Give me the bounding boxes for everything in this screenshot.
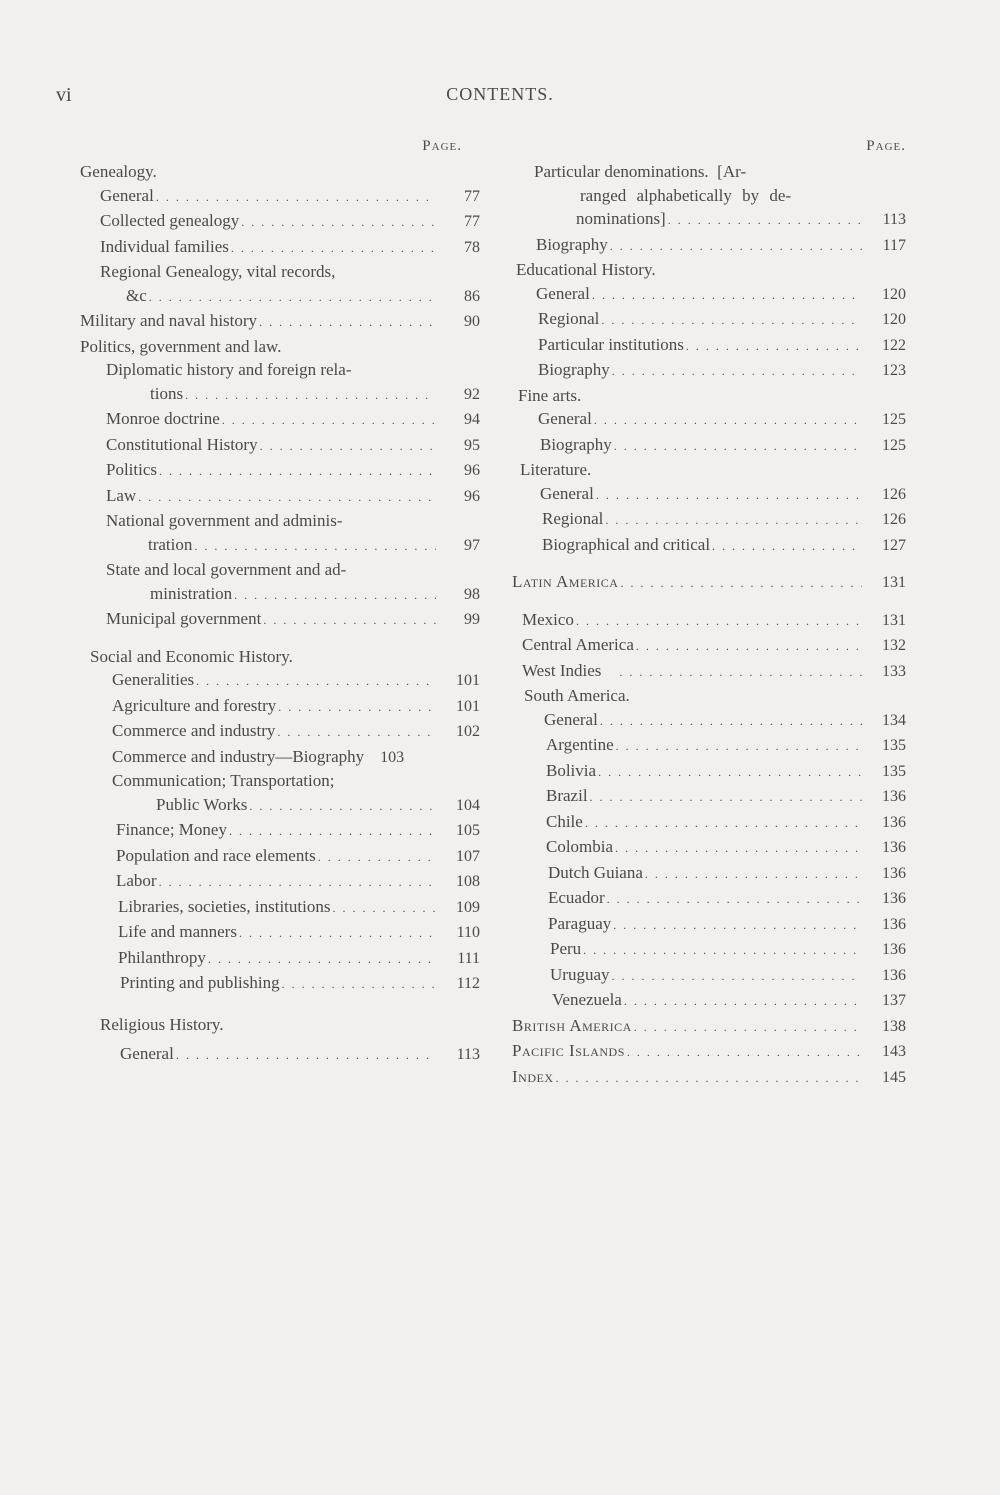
entry-label: Labor — [116, 871, 157, 890]
toc-entry — [80, 433, 480, 459]
toc-entry — [512, 861, 906, 887]
entry-label: Paraguay — [548, 913, 612, 933]
dot-leader — [259, 311, 436, 335]
dot-leader — [282, 973, 436, 997]
entry-label: Monroe doctrine — [106, 409, 220, 428]
dot-leader — [231, 237, 436, 261]
dot-leader — [612, 360, 862, 384]
entry-label: Military and naval history — [80, 311, 258, 330]
dot-leader — [263, 609, 436, 633]
entry-page: 131 — [882, 611, 906, 629]
dot-leader — [159, 460, 436, 484]
entry-label: General — [100, 185, 154, 205]
entry-page: 135 — [882, 737, 906, 754]
dot-leader — [605, 509, 862, 533]
entry-label: Municipal government — [106, 609, 262, 628]
page-column-label: Page. — [866, 138, 906, 154]
entry-page: 99 — [464, 611, 480, 628]
dot-leader — [176, 1044, 436, 1068]
section-heading: Fine arts. — [518, 385, 582, 405]
toc-entry — [512, 912, 906, 938]
entry-page: 125 — [882, 411, 906, 428]
entry-page: 113 — [882, 211, 906, 228]
toc-entry — [80, 582, 480, 608]
entry-page: 126 — [882, 511, 906, 528]
right-column — [512, 132, 906, 1090]
dot-leader — [585, 812, 862, 836]
entry-page: 96 — [464, 462, 480, 479]
entry-page: 86 — [464, 287, 480, 305]
toc-entry — [512, 937, 906, 963]
entry-page: 136 — [882, 839, 906, 856]
entry-page: 101 — [456, 672, 480, 689]
section-heading: Social and Economic History. — [90, 646, 293, 666]
entry-label: Commerce and industry — [112, 721, 276, 740]
entry-page: 127 — [882, 536, 906, 554]
entry-label: Politics — [106, 460, 158, 479]
toc-entry — [80, 920, 480, 946]
toc-entry — [512, 233, 906, 259]
entry-label: Generalities — [112, 670, 195, 689]
entry-page: 145 — [882, 1068, 906, 1086]
toc-entry — [512, 608, 906, 634]
entry-label: Index — [512, 1066, 554, 1086]
toc-entry — [512, 533, 906, 559]
toc-entry — [80, 694, 480, 720]
toc-entry — [80, 793, 480, 819]
entry-label: Philanthropy — [118, 947, 206, 967]
entry-label: Biography — [538, 360, 610, 379]
toc-entry — [512, 1039, 906, 1065]
page-number: vi — [56, 84, 72, 106]
entry-page: 101 — [456, 697, 480, 715]
toc-entry — [80, 971, 480, 997]
dot-leader — [277, 721, 436, 745]
section-heading: South America. — [524, 686, 630, 705]
toc-entry — [512, 810, 906, 836]
toc-entry — [512, 733, 906, 759]
toc-entry — [512, 282, 906, 308]
entry-label: General — [536, 283, 590, 303]
toc-entry — [80, 407, 480, 433]
entry-page: 136 — [882, 941, 906, 958]
running-head: CONTENTS. — [446, 84, 554, 104]
toc-entry — [80, 309, 480, 335]
dot-leader — [619, 661, 862, 685]
entry-page: 95 — [464, 436, 480, 454]
entry-label: Law — [106, 485, 137, 505]
entry-label: Biography — [540, 434, 612, 454]
entry-label: &c — [126, 285, 147, 305]
dot-leader — [241, 211, 436, 235]
entry-page: 136 — [882, 788, 906, 805]
entry-label: Uruguay — [550, 964, 610, 984]
toc-entry — [512, 1065, 906, 1091]
entry-label: Pacific Islands — [512, 1041, 625, 1060]
entry-label: British America — [512, 1015, 632, 1035]
entry-label: Life and manners — [118, 922, 237, 941]
dot-leader — [222, 409, 436, 433]
dot-leader — [620, 572, 862, 596]
entry-page: 77 — [464, 213, 480, 230]
toc-entry — [512, 708, 906, 734]
entry-label: Peru — [550, 939, 582, 958]
entry-page: 143 — [882, 1043, 906, 1060]
entry-label: Venezuela — [552, 990, 622, 1009]
entry-page: 137 — [882, 992, 906, 1009]
dot-leader — [627, 1041, 862, 1065]
entry-label: General — [540, 483, 594, 503]
toc-entry — [512, 1014, 906, 1040]
dot-leader — [208, 948, 436, 972]
entry-label: Constitutional History — [106, 434, 258, 454]
entry-page: 135 — [882, 762, 906, 780]
dot-leader — [556, 1067, 863, 1091]
dot-leader — [613, 914, 862, 938]
toc-entry — [512, 307, 906, 333]
toc-entry — [80, 869, 480, 895]
entry-label-line: Communication; Transportation; — [112, 771, 335, 790]
toc-entry — [80, 533, 480, 559]
entry-label-line: Particular denominations. [Ar- — [534, 162, 747, 181]
entry-page: 125 — [882, 436, 906, 454]
toc-entry — [80, 818, 480, 844]
entry-label: Regional — [538, 309, 600, 328]
entry-page: 120 — [882, 311, 906, 328]
dot-leader — [596, 484, 862, 508]
toc-entry — [512, 784, 906, 810]
section-heading: Genealogy. — [80, 162, 157, 181]
toc-entry — [80, 382, 480, 408]
toc-entry — [80, 458, 480, 484]
toc-entry — [512, 433, 906, 459]
entry-page: 78 — [464, 238, 480, 256]
entry-label: Biographical and critical — [542, 534, 711, 554]
dot-leader — [196, 670, 436, 694]
toc-entry — [80, 895, 480, 921]
entry-label: Colombia — [546, 837, 614, 856]
dot-leader — [583, 939, 862, 963]
section-heading: Religious History. — [100, 1014, 224, 1034]
entry-label: Mexico — [522, 609, 574, 629]
dot-leader — [634, 1016, 862, 1040]
entry-label: General — [538, 409, 592, 428]
toc-entry — [512, 759, 906, 785]
entry-page: 136 — [882, 966, 906, 984]
page-column-label: Page. — [422, 138, 462, 154]
entry-page: 77 — [464, 187, 480, 205]
dot-leader — [249, 795, 436, 819]
toc-entry — [512, 482, 906, 508]
toc-entry — [80, 235, 480, 261]
toc-entry — [80, 209, 480, 235]
entry-label-line: Regional Genealogy, vital records, — [100, 262, 336, 281]
entry-page: 136 — [882, 864, 906, 882]
dot-leader — [712, 535, 862, 559]
toc-entry — [512, 633, 906, 659]
entry-label: Bolivia — [546, 760, 597, 780]
dot-leader — [607, 888, 862, 912]
dot-leader — [686, 335, 862, 359]
toc-entry — [512, 507, 906, 533]
toc-entry — [512, 835, 906, 861]
entry-label: Argentine — [546, 735, 614, 754]
dot-leader — [239, 922, 436, 946]
entry-label: Printing and publishing — [120, 973, 280, 992]
entry-label: Brazil — [546, 786, 588, 805]
dot-leader — [156, 186, 436, 210]
entry-label: nominations] — [576, 209, 666, 228]
dot-leader — [600, 710, 862, 734]
toc-entry — [80, 1042, 480, 1068]
entry-page: 112 — [456, 975, 480, 992]
entry-page: 123 — [882, 362, 906, 379]
entry-page: 111 — [457, 949, 480, 967]
toc-entry — [512, 988, 906, 1014]
entry-label-line: Diplomatic history and foreign rela- — [106, 360, 352, 379]
entry-page: 92 — [464, 385, 480, 403]
entry-label: Agriculture and forestry — [112, 695, 277, 715]
entry-page: 109 — [456, 898, 480, 916]
entry-label: Libraries, societies, institutions — [118, 896, 331, 916]
dot-leader — [149, 286, 436, 310]
toc-entry — [512, 659, 906, 685]
toc-entry — [80, 607, 480, 633]
entry-label: Finance; Money — [116, 820, 227, 839]
entry-label: Regional — [542, 509, 604, 528]
entry-label: Commerce and industry—Biography — [112, 746, 365, 766]
dot-leader — [614, 435, 862, 459]
entry-page: 97 — [464, 536, 480, 554]
entry-label: Population and race elements — [116, 845, 316, 865]
entry-page: 105 — [456, 822, 480, 839]
entry-page: 120 — [882, 285, 906, 303]
dot-leader — [332, 897, 436, 921]
entry-label-line: National government and adminis- — [106, 511, 343, 530]
dot-leader — [645, 863, 862, 887]
dot-leader — [278, 696, 436, 720]
entry-page: 113 — [456, 1046, 480, 1063]
dot-leader — [194, 535, 436, 559]
dot-leader — [615, 837, 862, 861]
dot-leader — [576, 610, 862, 634]
entry-label-line: ranged alphabetically by de- — [580, 185, 792, 205]
entry-page: 108 — [456, 873, 480, 890]
dot-leader — [668, 209, 862, 233]
section-heading: Politics, government and law. — [80, 336, 282, 356]
dot-leader — [185, 384, 436, 408]
entry-label: ministration — [150, 583, 233, 603]
entry-label-line: State and local government and ad- — [106, 560, 347, 579]
dot-leader — [598, 761, 862, 785]
entry-page: 102 — [456, 723, 480, 740]
toc-entry — [80, 745, 480, 770]
dot-leader — [260, 435, 436, 459]
entry-label: Dutch Guiana — [548, 862, 643, 882]
toc-entry — [80, 946, 480, 972]
dot-leader — [590, 786, 862, 810]
entry-page: 96 — [464, 487, 480, 505]
entry-label: Ecuador — [548, 888, 605, 907]
dot-leader — [610, 235, 862, 259]
entry-label: Public Works — [156, 794, 248, 814]
dot-leader — [159, 871, 436, 895]
entry-page: 117 — [882, 236, 906, 254]
entry-label: Collected genealogy — [100, 211, 240, 230]
section-heading: Literature. — [520, 460, 592, 479]
entry-page: 134 — [882, 711, 906, 729]
dot-leader — [318, 846, 436, 870]
dot-leader — [592, 284, 862, 308]
entry-page: 107 — [456, 847, 480, 865]
entry-page: 136 — [882, 890, 906, 907]
entry-page: 103 — [380, 748, 405, 766]
dot-leader — [138, 486, 436, 510]
entry-label: tration — [148, 534, 193, 554]
left-column — [80, 132, 480, 1068]
entry-page: 138 — [882, 1017, 906, 1035]
entry-label: Latin America — [512, 572, 619, 591]
entry-page: 136 — [882, 915, 906, 933]
toc-entry — [80, 484, 480, 510]
toc-entry — [512, 407, 906, 433]
entry-label: General — [120, 1044, 174, 1063]
entry-page: 98 — [464, 585, 480, 603]
dot-leader — [616, 735, 862, 759]
dot-leader — [234, 584, 436, 608]
entry-page: 136 — [882, 813, 906, 831]
dot-leader — [636, 635, 862, 659]
toc-entry — [512, 886, 906, 912]
toc-entry — [512, 358, 906, 384]
toc-entry — [80, 284, 480, 310]
dot-leader — [229, 820, 436, 844]
dot-leader — [611, 965, 862, 989]
section-heading: Educational History. — [516, 260, 656, 279]
toc-entry — [80, 184, 480, 210]
toc-entry — [80, 844, 480, 870]
entry-label: Individual families — [100, 236, 229, 256]
entry-page: 94 — [464, 411, 480, 428]
dot-leader — [594, 409, 862, 433]
entry-label: Biography — [536, 234, 608, 254]
toc-entry — [512, 333, 906, 359]
entry-label: Chile — [546, 811, 583, 831]
entry-label: tions — [150, 383, 184, 403]
entry-page: 104 — [456, 796, 480, 814]
entry-label: West Indies — [522, 660, 602, 680]
entry-label: General — [544, 709, 598, 729]
toc-entry — [512, 570, 906, 596]
entry-page: 133 — [882, 662, 906, 680]
toc-entry — [80, 668, 480, 694]
entry-page: 110 — [456, 924, 480, 941]
entry-page: 131 — [882, 574, 906, 591]
entry-page: 126 — [882, 485, 906, 503]
toc-entry — [512, 963, 906, 989]
entry-label: Central America — [522, 635, 634, 654]
entry-page: 132 — [882, 637, 906, 654]
entry-page: 90 — [464, 313, 480, 330]
entry-page: 122 — [882, 336, 906, 354]
toc-entry — [512, 207, 906, 233]
dot-leader — [601, 309, 862, 333]
dot-leader — [624, 990, 862, 1014]
entry-label: Particular institutions — [538, 334, 684, 354]
toc-entry — [80, 719, 480, 745]
